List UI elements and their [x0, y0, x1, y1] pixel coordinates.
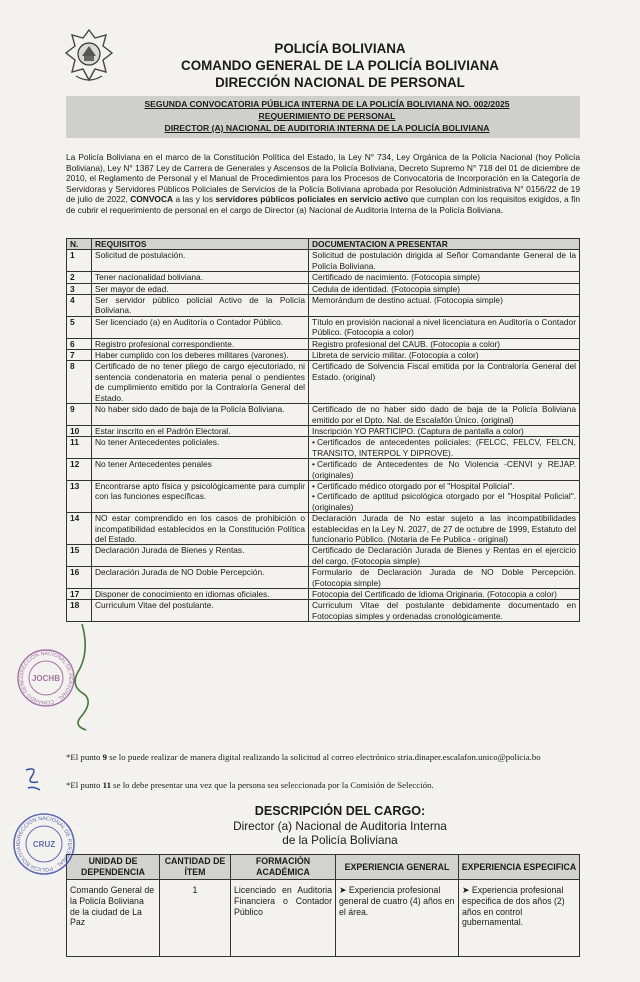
requirement-row	[67, 480, 580, 512]
requirement-text: Declaración Jurada de Bienes y Rentas.	[92, 545, 309, 567]
documentation-item: Solicitud de postulación dirigida al Señor Comandante General de la Policía Boliviana.	[312, 250, 576, 271]
cargo-formacion: Licenciado en Auditoria Financiera o Contador Público	[231, 880, 336, 957]
requirement-documentation	[309, 404, 580, 426]
stamp1-text: DIRECCIÓN NACIONAL DE PERSONAL · COMANDO GENE	[18, 650, 74, 706]
cargo-table	[66, 854, 580, 957]
documentation-item: • Certificado médico otorgado por el "Hospital Policial".	[312, 481, 576, 491]
requirements-table	[66, 238, 580, 622]
requirement-documentation	[309, 545, 580, 567]
documentation-item: Certificado de Solvencia Fiscal emitida por la Contraloría General del Estado. (original)	[312, 361, 576, 382]
requirement-number: 18	[67, 600, 92, 622]
documentation-item: • Certificados de antecedentes policiales: (FELCC, FELCV, FELCN, TRANSITO, INTERPOL Y DIPROVE).	[312, 437, 576, 458]
requirement-row	[67, 404, 580, 426]
cargo-header-formacion: FORMACIÓN ACADÉMICA	[231, 855, 336, 880]
requirement-row	[67, 589, 580, 600]
header-line-1: POLICÍA BOLIVIANA	[274, 41, 406, 56]
requirements-header-row	[67, 239, 580, 250]
requirement-row	[67, 437, 580, 459]
cargo-header-unidad: UNIDAD DE DEPENDENCIA	[67, 855, 160, 880]
documentation-item: Certificado de no haber sido dado de baja de la Policía Boliviana emitido por el Dpto. Nal. de Escalafón Único. (original)	[312, 404, 576, 425]
requirement-text: Solicitud de postulación.	[92, 250, 309, 272]
cargo-header-especifica: EXPERIENCIA ESPECIFICA	[459, 855, 580, 880]
note1-number: 9	[102, 752, 108, 762]
requirement-number: 12	[67, 459, 92, 481]
documentation-item: Formulario de Declaración Jurada de NO Doble Percepción. (Fotocopia simple)	[312, 567, 576, 588]
requirement-row	[67, 513, 580, 545]
requirement-row	[67, 459, 580, 481]
header-line-2: COMANDO GENERAL DE LA POLICÍA BOLIVIANA	[181, 58, 499, 73]
documentation-item: Inscripción YO PARTICIPO. (Captura de pantalla a color)	[312, 425, 524, 436]
requirement-number: 2	[67, 272, 92, 283]
header-documentacion: DOCUMENTACION A PRESENTAR	[309, 239, 580, 250]
stamp2-center: CRUZ	[32, 840, 56, 849]
intro-convoca: CONVOCA	[130, 194, 174, 205]
cargo-especifica-cell	[459, 880, 580, 957]
documentation-item: Cedula de identidad. (Fotocopia simple)	[312, 283, 461, 294]
requirement-documentation	[309, 361, 580, 404]
requirement-text: Estar inscrito en el Padrón Electoral.	[92, 425, 309, 436]
requirement-text: Registro profesional correspondiente.	[92, 338, 309, 349]
requirement-number: 13	[67, 480, 92, 512]
arrow-bullet-icon: ➤	[339, 885, 347, 895]
handwritten-signature-2	[22, 764, 44, 792]
requirement-text: No haber sido dado de baja de la Policía Boliviana.	[92, 404, 309, 426]
descripcion-title: DESCRIPCIÓN DEL CARGO:	[254, 804, 426, 818]
requirement-number: 9	[67, 404, 92, 426]
requirement-documentation	[309, 437, 580, 459]
note-punto-9	[66, 752, 580, 763]
header-line-3: DIRECCIÓN NACIONAL DE PERSONAL	[215, 75, 465, 90]
descripcion-line-1: Director (a) Nacional de Auditoria Interna	[233, 819, 447, 833]
requirement-row	[67, 295, 580, 317]
requirement-text: Ser servidor público policial Activo de la Policía Boliviana.	[92, 295, 309, 317]
requirement-row	[67, 316, 580, 338]
requirement-row	[67, 425, 580, 436]
cargo-especifica: Experiencia profesional especifica de dos años (2) años en control gubernamental.	[462, 885, 565, 928]
documentation-item: Declaración Jurada de No estar sujeto a las incompatibilidades establecidas en la Ley N. 2027, de 27 de octubre de 1999, Estatuto del funcionario Público. (Notaria de Fe Publica - original)	[312, 513, 576, 544]
documentation-item: Libreta de servicio militar. (Fotocopia a color)	[312, 350, 479, 361]
requirement-text: No tener Antecedentes policiales.	[92, 437, 309, 459]
requirement-documentation	[309, 283, 580, 294]
requirement-text: Tener nacionalidad boliviana.	[92, 272, 309, 283]
requirement-text: Haber cumplido con los deberes militares (varones).	[92, 350, 309, 361]
requirement-number: 15	[67, 545, 92, 567]
cargo-unidad: Comando General de la Policía Boliviana de la ciudad de La Paz	[67, 880, 160, 957]
convocatoria-title: SEGUNDA CONVOCATORIA PÚBLICA INTERNA DE LA POLICÍA BOLIVIANA NO. 002/2025	[144, 99, 510, 109]
requirement-row	[67, 545, 580, 567]
requirement-documentation	[309, 338, 580, 349]
requirement-row	[67, 361, 580, 404]
requirement-row	[67, 567, 580, 589]
cargo-header-general: EXPERIENCIA GENERAL	[336, 855, 459, 880]
requirement-text: Certificado de no tener pliego de cargo ejecutoriado, ni sentencia condenatoria en materia penal o pendientes de cumplimiento emitido por la Contraloría General del Estado.	[92, 361, 309, 404]
requirement-number: 17	[67, 589, 92, 600]
intro-paragraph	[66, 152, 580, 216]
requirement-number: 10	[67, 425, 92, 436]
documentation-item: Certificado de nacimiento. (Fotocopia simple)	[312, 272, 481, 283]
cargo-header-row	[67, 855, 580, 880]
requirement-text: NO estar comprendido en los casos de prohibición o incompatibilidad establecidos en la Constitución Política del Estado.	[92, 513, 309, 545]
note2-prefix: *El punto	[66, 780, 101, 790]
documentation-item: Curriculum Vitae del postulante debidamente documentado en Fotocopias simples y ordenadas cronológicamente.	[312, 600, 576, 621]
handwritten-signature-1	[60, 622, 100, 732]
cargo-row	[67, 880, 580, 957]
convocatoria-subtitle: REQUERIMIENTO DE PERSONAL	[258, 111, 396, 121]
requirement-number: 4	[67, 295, 92, 317]
requirement-text: Ser mayor de edad.	[92, 283, 309, 294]
documentation-item: Certificado de Declaración Jurada de Bienes y Rentas en el ejercicio del cargo. (Fotocopia simple)	[312, 545, 576, 566]
requirements-body	[67, 250, 580, 622]
requirement-text: Declaración Jurada de NO Doble Percepción.	[92, 567, 309, 589]
police-emblem-icon	[62, 26, 116, 84]
requirement-text: Ser licenciado (a) en Auditoría o Contador Público.	[92, 316, 309, 338]
requirement-row	[67, 600, 580, 622]
convocatoria-position: DIRECTOR (A) NACIONAL DE AUDITORIA INTERNA DE LA POLICÍA BOLIVIANA	[164, 123, 490, 133]
cargo-general-cell	[336, 880, 459, 957]
intro-part-2: a las y los	[175, 194, 214, 205]
arrow-bullet-icon: ➤	[462, 885, 470, 895]
requirement-text: Encontrarse apto física y psicológicamente para cumplir con las funciones específicas.	[92, 480, 309, 512]
requirement-number: 1	[67, 250, 92, 272]
requirement-row	[67, 350, 580, 361]
requirement-text: No tener Antecedentes penales	[92, 459, 309, 481]
requirement-documentation	[309, 480, 580, 512]
note2-text: se lo debe presentar una vez que la persona sea seleccionada por la Comisión de Selección.	[113, 780, 434, 790]
requirement-number: 5	[67, 316, 92, 338]
requirement-number: 11	[67, 437, 92, 459]
documentation-item: Memorándum de destino actual. (Fotocopia simple)	[312, 295, 503, 306]
requirement-documentation	[309, 589, 580, 600]
requirement-documentation	[309, 459, 580, 481]
cargo-general: Experiencia profesional general de cuatro (4) años en el área.	[339, 885, 455, 917]
documentation-item: Título en provisión nacional a nivel licenciatura en Auditoría o Contador Público. (Fotocopia a color)	[312, 316, 576, 338]
requirement-documentation	[309, 600, 580, 622]
requirement-row	[67, 272, 580, 283]
descripcion-line-2: de la Policía Boliviana	[282, 833, 398, 847]
requirement-documentation	[309, 513, 580, 545]
cargo-header-cantidad: CANTIDAD DE ÍTEM	[160, 855, 231, 880]
documentation-item: Fotocopia del Certificado de Idioma Originaria. (Fotocopia a color)	[312, 589, 557, 599]
note2-number: 11	[102, 780, 111, 790]
requirement-number: 8	[67, 361, 92, 404]
requirement-number: 16	[67, 567, 92, 589]
requirement-documentation	[309, 350, 580, 361]
header-requisitos: REQUISITOS	[92, 239, 309, 250]
note1-prefix: *El punto	[66, 752, 101, 762]
requirement-number: 14	[67, 513, 92, 545]
requirement-row	[67, 250, 580, 272]
documentation-item: • Certificado de Antecedentes de No Violencia -CENVI y REJAP. (originales)	[312, 459, 576, 480]
stamp2-text: DIRECCIÓN NACIONAL DE PERSONAL · POLICÍA BOLIVIAN	[15, 815, 73, 873]
intro-part-3: que cumplan con los requisitos exigidos, a fin de cubrir el requerimiento de personal en el cargo de Director (a) Nacional de Auditoria Interna de la Policía Boliviana.	[66, 194, 580, 215]
intro-servidores: servidores públicos policiales en servicio activo	[215, 194, 409, 205]
requirement-documentation	[309, 272, 580, 283]
requirement-text: Disponer de conocimiento en idiomas oficiales.	[92, 589, 309, 600]
documentation-item: • Certificado de aptitud psicológica otorgado por el "Hospital Policial". (originales)	[312, 491, 576, 512]
official-stamp-2	[12, 812, 76, 876]
requirement-row	[67, 338, 580, 349]
requirement-documentation	[309, 567, 580, 589]
header-n: N.	[67, 239, 92, 250]
requirement-documentation	[309, 425, 580, 436]
requirement-documentation	[309, 316, 580, 338]
intro-part-1: La Policía Boliviana en el marco de la Constitución Política del Estado, la Ley N° 734, Ley Orgánica de la Policía Nacional (hoy Policía Boliviana), Ley N° 1387 Ley de Carrera de Generales y Ascensos de la Policía Boliviana, Decreto Supremo N° 718 del 01 de diciembre de 2010, el Reglamento de Personal y el Manual de Procedimientos para los Procesos de Convocatoria de Incorporación en la Categoría de Servidoras y Servidores Públicos Policiales de Servicios de la Policía Boliviana aprobada por Resolución Administrativa N° 0156/22 de 19 de julio de 2022,	[66, 152, 580, 205]
note-punto-11	[66, 780, 580, 791]
stamp1-center: JOCHB	[31, 674, 61, 683]
requirement-row	[67, 283, 580, 294]
note1-text: se lo puede realizar de manera digital realizando la solicitud al correo electrónico stria.dinaper.escalafon.unico@policia.bo	[109, 752, 541, 762]
requirement-number: 3	[67, 283, 92, 294]
requirement-number: 6	[67, 338, 92, 349]
requirement-documentation	[309, 295, 580, 317]
requirement-number: 7	[67, 350, 92, 361]
cargo-cantidad: 1	[160, 880, 231, 957]
requirement-documentation	[309, 250, 580, 272]
requirement-text: Curriculum Vitae del postulante.	[92, 600, 309, 622]
documentation-item: Registro profesional del CAUB. (Fotocopia a color)	[312, 338, 501, 349]
